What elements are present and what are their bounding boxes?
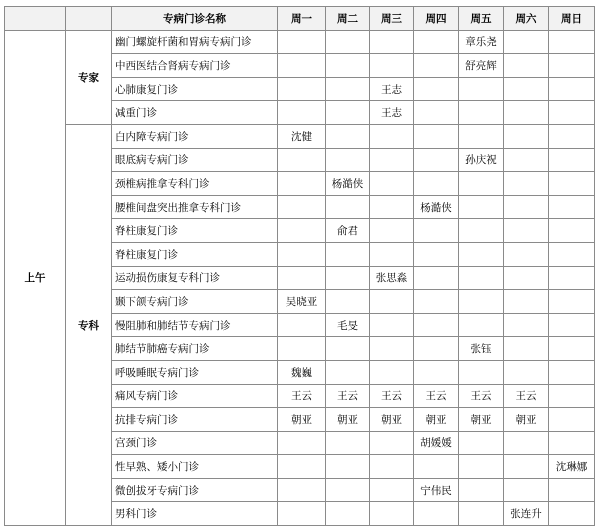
doctor-cell: 朝亚 (326, 408, 370, 432)
header-day: 周六 (504, 7, 549, 31)
doctor-cell (504, 266, 549, 290)
doctor-cell (504, 124, 549, 148)
doctor-cell (278, 337, 326, 361)
doctor-cell: 朝亚 (414, 408, 459, 432)
table-row (5, 124, 595, 148)
doctor-cell (459, 101, 504, 125)
doctor-cell (504, 172, 549, 196)
doctor-cell (278, 242, 326, 266)
doctor-cell (414, 30, 459, 54)
doctor-cell (326, 290, 370, 314)
doctor-cell (326, 30, 370, 54)
doctor-cell (549, 172, 595, 196)
doctor-cell: 舒亮辉 (459, 54, 504, 78)
header-day: 周三 (370, 7, 414, 31)
doctor-cell (459, 124, 504, 148)
clinic-name-cell: 减重门诊 (112, 101, 278, 125)
doctor-cell (549, 360, 595, 384)
doctor-cell (504, 478, 549, 502)
doctor-cell (370, 219, 414, 243)
doctor-cell (278, 219, 326, 243)
doctor-cell (326, 266, 370, 290)
doctor-cell (326, 431, 370, 455)
doctor-cell (459, 455, 504, 479)
clinic-name-cell: 颈椎病推拿专科门诊 (112, 172, 278, 196)
doctor-cell (278, 431, 326, 455)
doctor-cell (549, 408, 595, 432)
header-blank-period (5, 7, 66, 31)
doctor-cell (549, 101, 595, 125)
clinic-name-cell: 微创拔牙专病门诊 (112, 478, 278, 502)
doctor-cell (504, 219, 549, 243)
doctor-cell (459, 242, 504, 266)
doctor-cell (549, 478, 595, 502)
clinic-name-cell: 男科门诊 (112, 502, 278, 526)
doctor-cell (278, 478, 326, 502)
header-day: 周二 (326, 7, 370, 31)
doctor-cell (414, 266, 459, 290)
doctor-cell (459, 195, 504, 219)
doctor-cell (504, 313, 549, 337)
doctor-cell (549, 148, 595, 172)
doctor-cell: 张思淼 (370, 266, 414, 290)
doctor-cell (504, 30, 549, 54)
doctor-cell: 王云 (504, 384, 549, 408)
doctor-cell (278, 313, 326, 337)
doctor-cell (549, 124, 595, 148)
doctor-cell (414, 148, 459, 172)
doctor-cell (414, 172, 459, 196)
doctor-cell (278, 195, 326, 219)
group-label: 专家 (66, 30, 112, 124)
doctor-cell (370, 455, 414, 479)
doctor-cell (414, 313, 459, 337)
doctor-cell: 朝亚 (278, 408, 326, 432)
doctor-cell (459, 219, 504, 243)
doctor-cell (549, 431, 595, 455)
doctor-cell (278, 30, 326, 54)
doctor-cell (414, 502, 459, 526)
doctor-cell (326, 124, 370, 148)
doctor-cell (414, 77, 459, 101)
doctor-cell (370, 290, 414, 314)
doctor-cell (504, 337, 549, 361)
doctor-cell (326, 101, 370, 125)
doctor-cell (459, 431, 504, 455)
doctor-cell (370, 30, 414, 54)
doctor-cell: 朝亚 (459, 408, 504, 432)
clinic-name-cell: 幽门螺旋杆菌和胃病专病门诊 (112, 30, 278, 54)
doctor-cell (326, 337, 370, 361)
doctor-cell: 毛旻 (326, 313, 370, 337)
doctor-cell: 吴晓亚 (278, 290, 326, 314)
doctor-cell (504, 360, 549, 384)
doctor-cell (370, 313, 414, 337)
doctor-cell (504, 431, 549, 455)
clinic-name-cell: 心肺康复门诊 (112, 77, 278, 101)
doctor-cell: 王志 (370, 77, 414, 101)
doctor-cell (370, 195, 414, 219)
doctor-cell (504, 101, 549, 125)
doctor-cell: 张钰 (459, 337, 504, 361)
doctor-cell (549, 313, 595, 337)
clinic-name-cell: 肺结节肺癌专病门诊 (112, 337, 278, 361)
clinic-name-cell: 腰椎间盘突出推拿专科门诊 (112, 195, 278, 219)
table-row (5, 30, 595, 54)
doctor-cell (278, 54, 326, 78)
schedule-table (4, 6, 595, 526)
doctor-cell (326, 360, 370, 384)
doctor-cell (326, 455, 370, 479)
doctor-cell: 张连升 (504, 502, 549, 526)
doctor-cell (370, 242, 414, 266)
header-row (5, 7, 595, 31)
doctor-cell (504, 290, 549, 314)
doctor-cell (414, 360, 459, 384)
clinic-name-cell: 白内障专病门诊 (112, 124, 278, 148)
doctor-cell (549, 290, 595, 314)
doctor-cell (370, 502, 414, 526)
doctor-cell (370, 360, 414, 384)
doctor-cell: 王云 (278, 384, 326, 408)
doctor-cell (549, 266, 595, 290)
doctor-cell (549, 384, 595, 408)
doctor-cell (278, 148, 326, 172)
doctor-cell (414, 124, 459, 148)
doctor-cell (504, 195, 549, 219)
doctor-cell (459, 360, 504, 384)
doctor-cell (370, 124, 414, 148)
doctor-cell: 章乐尧 (459, 30, 504, 54)
doctor-cell (549, 30, 595, 54)
doctor-cell (504, 455, 549, 479)
doctor-cell (459, 77, 504, 101)
doctor-cell: 孙庆祝 (459, 148, 504, 172)
header-blank-group (66, 7, 112, 31)
doctor-cell (459, 290, 504, 314)
doctor-cell (504, 242, 549, 266)
doctor-cell (549, 242, 595, 266)
doctor-cell: 胡媛媛 (414, 431, 459, 455)
clinic-name-cell: 宫颈门诊 (112, 431, 278, 455)
clinic-name-cell: 颞下颌专病门诊 (112, 290, 278, 314)
doctor-cell (326, 77, 370, 101)
doctor-cell (370, 172, 414, 196)
doctor-cell (414, 290, 459, 314)
doctor-cell: 王云 (459, 384, 504, 408)
clinic-name-cell: 脊柱康复门诊 (112, 242, 278, 266)
doctor-cell: 杨澔侠 (326, 172, 370, 196)
doctor-cell (278, 101, 326, 125)
doctor-cell (549, 54, 595, 78)
doctor-cell: 朝亚 (370, 408, 414, 432)
doctor-cell: 俞君 (326, 219, 370, 243)
doctor-cell (278, 502, 326, 526)
doctor-cell (549, 337, 595, 361)
doctor-cell (326, 148, 370, 172)
doctor-cell (278, 455, 326, 479)
doctor-cell (414, 101, 459, 125)
clinic-name-cell: 性早熟、矮小门诊 (112, 455, 278, 479)
doctor-cell (504, 77, 549, 101)
doctor-cell (549, 502, 595, 526)
doctor-cell (278, 77, 326, 101)
doctor-cell (370, 148, 414, 172)
doctor-cell: 王云 (370, 384, 414, 408)
header-day: 周日 (549, 7, 595, 31)
doctor-cell: 沈健 (278, 124, 326, 148)
clinic-name-cell: 脊柱康复门诊 (112, 219, 278, 243)
doctor-cell (414, 54, 459, 78)
doctor-cell (459, 172, 504, 196)
doctor-cell (278, 266, 326, 290)
header-day: 周一 (278, 7, 326, 31)
doctor-cell (549, 77, 595, 101)
doctor-cell (459, 502, 504, 526)
clinic-name-cell: 痛风专病门诊 (112, 384, 278, 408)
doctor-cell (504, 54, 549, 78)
header-day: 周五 (459, 7, 504, 31)
doctor-cell (459, 478, 504, 502)
header-day: 周四 (414, 7, 459, 31)
doctor-cell: 王云 (414, 384, 459, 408)
doctor-cell (414, 242, 459, 266)
doctor-cell: 宁伟民 (414, 478, 459, 502)
doctor-cell (326, 478, 370, 502)
doctor-cell (278, 172, 326, 196)
clinic-name-cell: 运动损伤康复专科门诊 (112, 266, 278, 290)
clinic-name-cell: 抗排专病门诊 (112, 408, 278, 432)
doctor-cell: 杨澔侠 (414, 195, 459, 219)
doctor-cell (370, 478, 414, 502)
doctor-cell: 沈琳娜 (549, 455, 595, 479)
doctor-cell (414, 455, 459, 479)
doctor-cell: 王云 (326, 384, 370, 408)
doctor-cell (459, 266, 504, 290)
clinic-name-cell: 呼吸睡眠专病门诊 (112, 360, 278, 384)
doctor-cell (504, 148, 549, 172)
group-label: 专科 (66, 124, 112, 525)
doctor-cell (326, 54, 370, 78)
doctor-cell: 魏巍 (278, 360, 326, 384)
header-clinic-name: 专病门诊名称 (112, 7, 278, 31)
doctor-cell (459, 313, 504, 337)
doctor-cell: 王志 (370, 101, 414, 125)
doctor-cell: 朝亚 (504, 408, 549, 432)
doctor-cell (549, 195, 595, 219)
clinic-name-cell: 慢阻肺和肺结节专病门诊 (112, 313, 278, 337)
doctor-cell (326, 195, 370, 219)
period-label: 上午 (5, 30, 66, 525)
clinic-name-cell: 中西医结合肾病专病门诊 (112, 54, 278, 78)
doctor-cell (414, 219, 459, 243)
doctor-cell (370, 431, 414, 455)
doctor-cell (370, 337, 414, 361)
doctor-cell (370, 54, 414, 78)
doctor-cell (549, 219, 595, 243)
doctor-cell (414, 337, 459, 361)
doctor-cell (326, 502, 370, 526)
doctor-cell (326, 242, 370, 266)
clinic-name-cell: 眼底病专病门诊 (112, 148, 278, 172)
